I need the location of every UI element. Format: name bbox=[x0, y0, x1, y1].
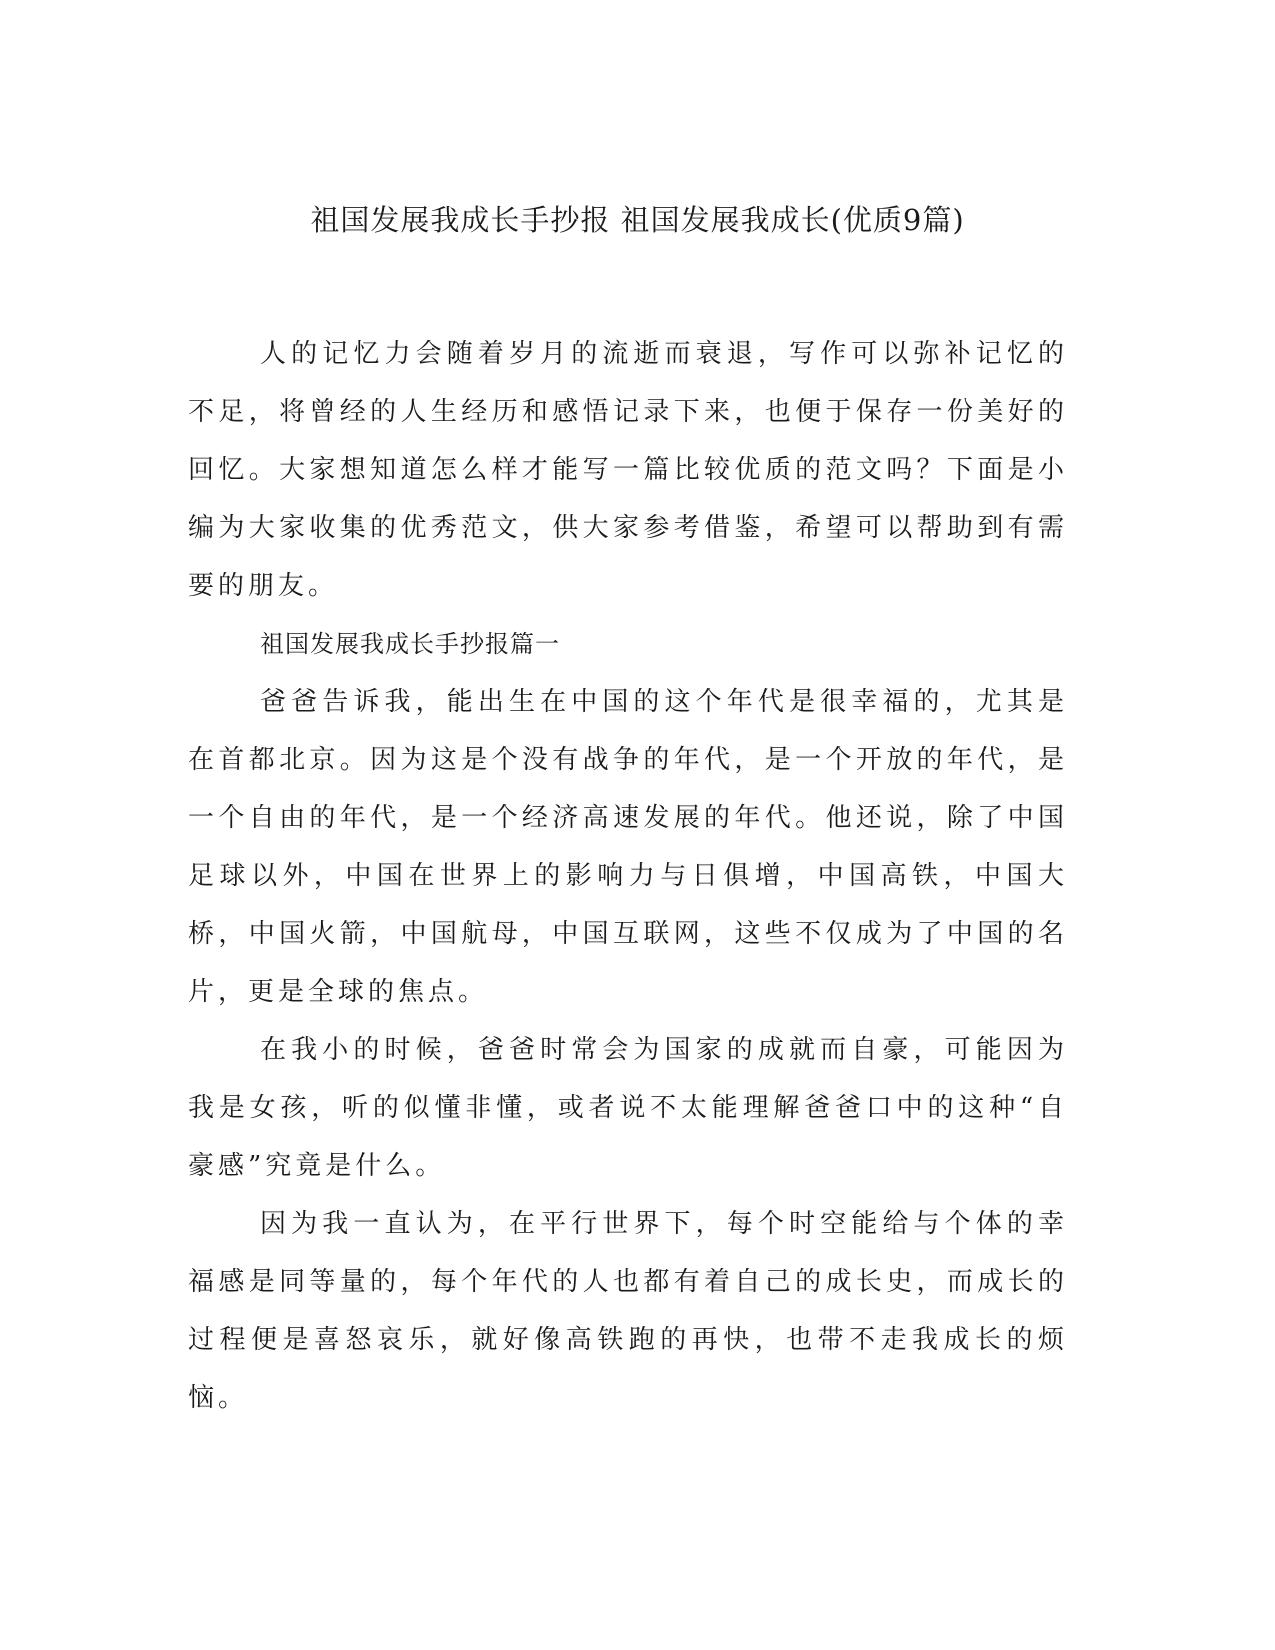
document-title: 祖国发展我成长手抄报 祖国发展我成长(优质9篇) bbox=[310, 203, 965, 237]
body-paragraph-1: 爸爸告诉我，能出生在中国的这个年代是很幸福的，尤其是在首都北京。因为这是个没有战争的年代，是一个开放的年代，是一个自由的年代，是一个经济高速发展的年代。他还说，除了中国足球以外，中国在世界上的影响力与日俱增，中国高铁，中国大桥，中国火箭，中国航母，中国互联网，这些不仅成为了中国的名片，更是全球的焦点。 bbox=[188, 687, 1068, 1007]
document-body bbox=[188, 325, 1068, 1427]
section-heading: 祖国发展我成长手抄报篇一 bbox=[260, 630, 560, 658]
body-paragraph-2: 在我小的时候，爸爸时常会为国家的成就而自豪，可能因为我是女孩，听的似懂非懂，或者说不太能理解爸爸口中的这种“自豪感”究竟是什么。 bbox=[188, 1035, 1068, 1181]
body-paragraph-3: 因为我一直认为，在平行世界下，每个时空能给与个体的幸福感是同等量的，每个年代的人也都有着自己的成长史，而成长的过程便是喜怒哀乐，就好像高铁跑的再快，也带不走我成长的烦恼。 bbox=[188, 1209, 1068, 1413]
intro-paragraph: 人的记忆力会随着岁月的流逝而衰退，写作可以弥补记忆的不足，将曾经的人生经历和感悟记录下来，也便于保存一份美好的回忆。大家想知道怎么样才能写一篇比较优质的范文吗？下面是小编为大家收集的优秀范文，供大家参考借鉴，希望可以帮助到有需要的朋友。 bbox=[188, 339, 1068, 601]
